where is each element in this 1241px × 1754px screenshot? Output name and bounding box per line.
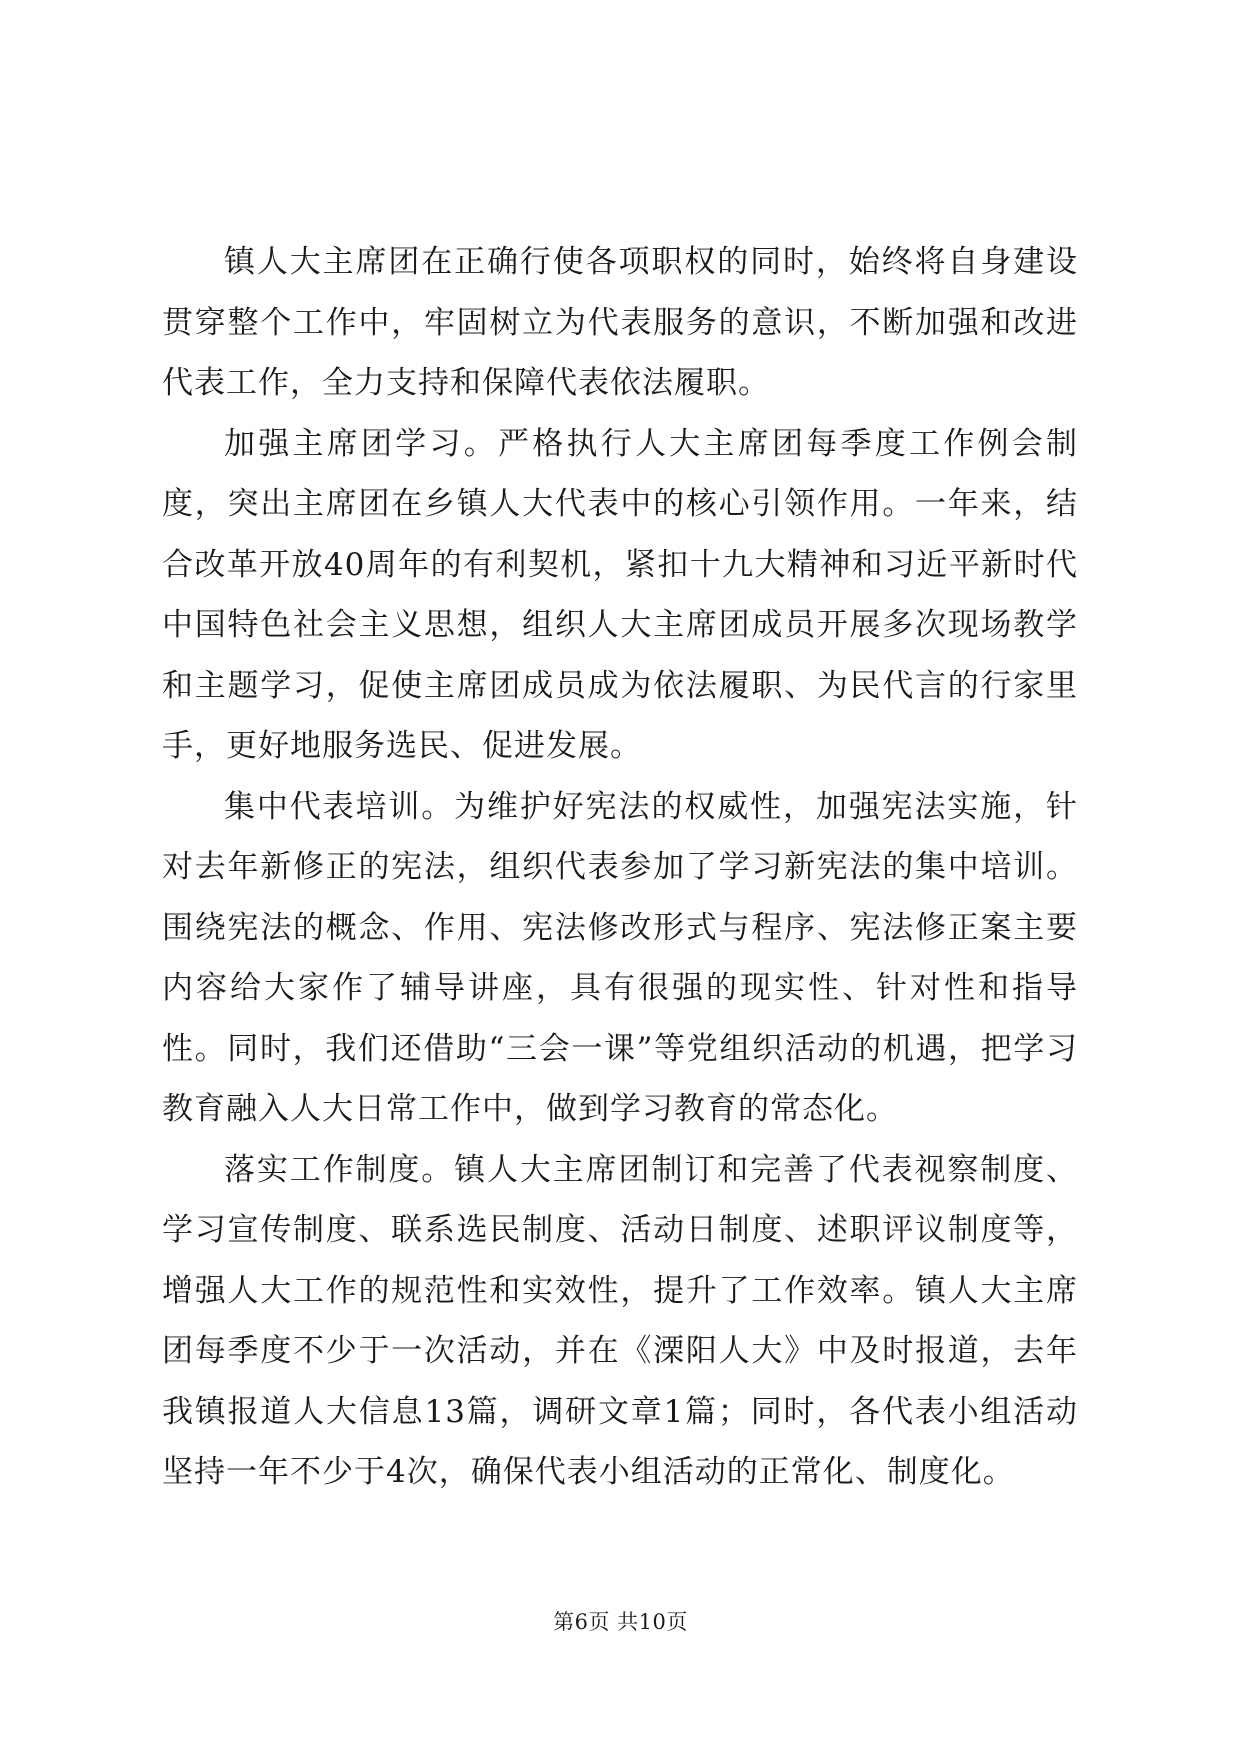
paragraph-3: 集中代表培训。为维护好宪法的权威性，加强宪法实施，针对去年新修正的宪法，组织代表参加了学习新宪法的集中培训。围绕宪法的概念、作用、宪法修改形式与程序、宪法修正案主要内容给大家作了辅导讲座，具有很强的现实性、针对性和指导性。同时，我们还借助“三会一课”等党组织活动的机遇，把学习教育融入人大日常工作中，做到学习教育的常态化。 [162,788,1078,1127]
paragraph-4: 落实工作制度。镇人大主席团制订和完善了代表视察制度、学习宣传制度、联系选民制度、活动日制度、述职评议制度等，增强人大工作的规范性和实效性，提升了工作效率。镇人大主席团每季度不少于一次活动，并在《溧阳人大》中及时报道，去年我镇报道人大信息13篇，调研文章1篇；同时，各代表小组活动坚持一年不少于4次，确保代表小组活动的正常化、制度化。 [162,1151,1078,1490]
document-body [162,232,1078,1503]
page-footer: 第6页 共10页 [553,1610,688,1634]
paragraph-2: 加强主席团学习。严格执行人大主席团每季度工作例会制度，突出主席团在乡镇人大代表中的核心引领作用。一年来，结合改革开放40周年的有利契机，紧扣十九大精神和习近平新时代中国特色社会主义思想，组织人大主席团成员开展多次现场教学和主题学习，促使主席团成员成为依法履职、为民代言的行家里手，更好地服务选民、促进发展。 [162,425,1078,764]
paragraph-1: 镇人大主席团在正确行使各项职权的同时，始终将自身建设贯穿整个工作中，牢固树立为代表服务的意识，不断加强和改进代表工作，全力支持和保障代表依法履职。 [162,244,1078,401]
